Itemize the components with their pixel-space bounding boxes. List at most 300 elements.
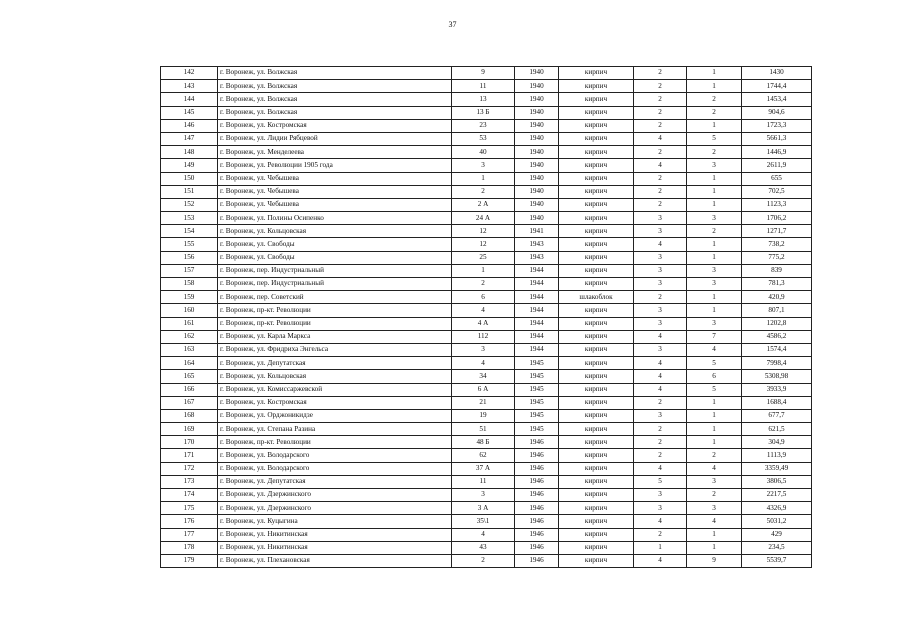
floors-cell: 3 (634, 251, 687, 264)
house-number-cell: 9 (452, 67, 515, 80)
table-row (161, 502, 812, 515)
floors-cell: 3 (634, 225, 687, 238)
house-number-cell: 3 А (452, 502, 515, 515)
house-number-cell: 4 А (452, 317, 515, 330)
floors-cell: 4 (634, 462, 687, 475)
floors-cell: 4 (634, 554, 687, 567)
year-cell: 1945 (515, 396, 559, 409)
entrances-cell: 4 (687, 462, 742, 475)
floors-cell: 5 (634, 475, 687, 488)
floors-cell: 2 (634, 67, 687, 80)
house-number-cell: 21 (452, 396, 515, 409)
entrances-cell: 4 (687, 515, 742, 528)
table-row (161, 212, 812, 225)
floors-cell: 4 (634, 238, 687, 251)
year-cell: 1940 (515, 198, 559, 211)
material-cell: кирпич (559, 449, 634, 462)
table-row (161, 238, 812, 251)
area-cell: 738,2 (742, 238, 812, 251)
address-cell: г. Воронеж, ул. Комиссаржевской (218, 383, 452, 396)
house-number-cell: 2 (452, 554, 515, 567)
area-cell: 1574,4 (742, 343, 812, 356)
house-number-cell: 51 (452, 423, 515, 436)
year-cell: 1940 (515, 106, 559, 119)
entrances-cell: 1 (687, 291, 742, 304)
year-cell: 1941 (515, 225, 559, 238)
floors-cell: 3 (634, 264, 687, 277)
address-cell: г. Воронеж, ул. Степана Разина (218, 423, 452, 436)
floors-cell: 3 (634, 502, 687, 515)
house-number-cell: 37 А (452, 462, 515, 475)
entrances-cell: 1 (687, 238, 742, 251)
address-cell: г. Воронеж, ул. Волжская (218, 106, 452, 119)
table-row (161, 172, 812, 185)
address-cell: г. Воронеж, ул. Чебышева (218, 198, 452, 211)
entrances-cell: 3 (687, 278, 742, 291)
area-cell: 234,5 (742, 541, 812, 554)
material-cell: кирпич (559, 409, 634, 422)
entrances-cell: 1 (687, 185, 742, 198)
table-row (161, 159, 812, 172)
table-row (161, 343, 812, 356)
material-cell: кирпич (559, 462, 634, 475)
house-number-cell: 3 (452, 343, 515, 356)
address-cell: г. Воронеж, ул. Волжская (218, 93, 452, 106)
area-cell: 1113,9 (742, 449, 812, 462)
material-cell: кирпич (559, 119, 634, 132)
row-number-cell: 170 (161, 436, 218, 449)
entrances-cell: 3 (687, 502, 742, 515)
floors-cell: 4 (634, 357, 687, 370)
address-cell: г. Воронеж, пер. Индустриальный (218, 278, 452, 291)
area-cell: 420,9 (742, 291, 812, 304)
year-cell: 1944 (515, 343, 559, 356)
floors-cell: 3 (634, 343, 687, 356)
material-cell: кирпич (559, 357, 634, 370)
year-cell: 1940 (515, 172, 559, 185)
material-cell: кирпич (559, 159, 634, 172)
entrances-cell: 5 (687, 383, 742, 396)
material-cell: кирпич (559, 264, 634, 277)
table-row (161, 554, 812, 567)
house-number-cell: 12 (452, 238, 515, 251)
year-cell: 1944 (515, 278, 559, 291)
entrances-cell: 1 (687, 409, 742, 422)
row-number-cell: 157 (161, 264, 218, 277)
year-cell: 1945 (515, 370, 559, 383)
row-number-cell: 148 (161, 146, 218, 159)
area-cell: 1123,3 (742, 198, 812, 211)
entrances-cell: 1 (687, 198, 742, 211)
material-cell: кирпич (559, 330, 634, 343)
address-cell: г. Воронеж, ул. Кольцовская (218, 225, 452, 238)
material-cell: кирпич (559, 93, 634, 106)
house-number-cell: 35\1 (452, 515, 515, 528)
row-number-cell: 168 (161, 409, 218, 422)
address-cell: г. Воронеж, ул. Лидии Рябцевой (218, 132, 452, 145)
house-number-cell: 25 (452, 251, 515, 264)
house-number-cell: 13 (452, 93, 515, 106)
area-cell: 839 (742, 264, 812, 277)
floors-cell: 3 (634, 409, 687, 422)
year-cell: 1944 (515, 304, 559, 317)
floors-cell: 4 (634, 515, 687, 528)
entrances-cell: 1 (687, 172, 742, 185)
row-number-cell: 164 (161, 357, 218, 370)
material-cell: кирпич (559, 528, 634, 541)
year-cell: 1940 (515, 93, 559, 106)
table-row (161, 67, 812, 80)
year-cell: 1940 (515, 132, 559, 145)
material-cell: кирпич (559, 383, 634, 396)
address-cell: г. Воронеж, пр-кт. Революции (218, 436, 452, 449)
floors-cell: 4 (634, 159, 687, 172)
area-cell: 5539,7 (742, 554, 812, 567)
year-cell: 1940 (515, 67, 559, 80)
area-cell: 3806,5 (742, 475, 812, 488)
area-cell: 5031,2 (742, 515, 812, 528)
area-cell: 702,5 (742, 185, 812, 198)
entrances-cell: 2 (687, 225, 742, 238)
house-number-cell: 3 (452, 489, 515, 502)
year-cell: 1945 (515, 423, 559, 436)
area-cell: 655 (742, 172, 812, 185)
row-number-cell: 151 (161, 185, 218, 198)
address-cell: г. Воронеж, ул. Революции 1905 года (218, 159, 452, 172)
year-cell: 1944 (515, 330, 559, 343)
area-cell: 1430 (742, 67, 812, 80)
row-number-cell: 142 (161, 67, 218, 80)
table-row (161, 304, 812, 317)
address-cell: г. Воронеж, ул. Депутатская (218, 475, 452, 488)
entrances-cell: 2 (687, 93, 742, 106)
table-row (161, 409, 812, 422)
floors-cell: 2 (634, 119, 687, 132)
material-cell: кирпич (559, 423, 634, 436)
row-number-cell: 155 (161, 238, 218, 251)
row-number-cell: 163 (161, 343, 218, 356)
year-cell: 1946 (515, 449, 559, 462)
entrances-cell: 1 (687, 541, 742, 554)
address-cell: г. Воронеж, ул. Полины Осипенко (218, 212, 452, 225)
year-cell: 1945 (515, 357, 559, 370)
address-cell: г. Воронеж, пр-кт. Революции (218, 317, 452, 330)
material-cell: кирпич (559, 396, 634, 409)
address-cell: г. Воронеж, ул. Менделеева (218, 146, 452, 159)
row-number-cell: 171 (161, 449, 218, 462)
address-cell: г. Воронеж, ул. Никитинская (218, 541, 452, 554)
row-number-cell: 176 (161, 515, 218, 528)
entrances-cell: 1 (687, 396, 742, 409)
house-number-cell: 53 (452, 132, 515, 145)
entrances-cell: 9 (687, 554, 742, 567)
row-number-cell: 144 (161, 93, 218, 106)
entrances-cell: 1 (687, 251, 742, 264)
house-number-cell: 1 (452, 264, 515, 277)
row-number-cell: 143 (161, 80, 218, 93)
entrances-cell: 1 (687, 67, 742, 80)
material-cell: кирпич (559, 238, 634, 251)
house-number-cell: 2 (452, 278, 515, 291)
material-cell: кирпич (559, 343, 634, 356)
area-cell: 3933,9 (742, 383, 812, 396)
entrances-cell: 4 (687, 343, 742, 356)
house-number-cell: 43 (452, 541, 515, 554)
area-cell: 807,1 (742, 304, 812, 317)
area-cell: 2217,5 (742, 489, 812, 502)
floors-cell: 2 (634, 198, 687, 211)
house-number-cell: 24 А (452, 212, 515, 225)
row-number-cell: 178 (161, 541, 218, 554)
year-cell: 1946 (515, 554, 559, 567)
house-number-cell: 62 (452, 449, 515, 462)
material-cell: кирпич (559, 198, 634, 211)
address-cell: г. Воронеж, пр-кт. Революции (218, 304, 452, 317)
material-cell: кирпич (559, 212, 634, 225)
house-number-cell: 48 Б (452, 436, 515, 449)
table-row (161, 489, 812, 502)
floors-cell: 4 (634, 132, 687, 145)
material-cell: шлакоблок (559, 291, 634, 304)
year-cell: 1946 (515, 489, 559, 502)
area-cell: 1723,3 (742, 119, 812, 132)
table-row (161, 278, 812, 291)
floors-cell: 2 (634, 146, 687, 159)
address-cell: г. Воронеж, ул. Волжская (218, 80, 452, 93)
area-cell: 1271,7 (742, 225, 812, 238)
floors-cell: 2 (634, 396, 687, 409)
address-cell: г. Воронеж, ул. Костромская (218, 396, 452, 409)
entrances-cell: 1 (687, 423, 742, 436)
material-cell: кирпич (559, 489, 634, 502)
material-cell: кирпич (559, 172, 634, 185)
address-cell: г. Воронеж, ул. Карла Маркса (218, 330, 452, 343)
address-cell: г. Воронеж, ул. Володарского (218, 449, 452, 462)
area-cell: 1688,4 (742, 396, 812, 409)
material-cell: кирпич (559, 304, 634, 317)
area-cell: 1202,8 (742, 317, 812, 330)
material-cell: кирпич (559, 317, 634, 330)
table-row (161, 93, 812, 106)
table-row (161, 357, 812, 370)
house-number-cell: 2 А (452, 198, 515, 211)
table-row (161, 449, 812, 462)
table-row (161, 317, 812, 330)
entrances-cell: 3 (687, 264, 742, 277)
material-cell: кирпич (559, 225, 634, 238)
material-cell: кирпич (559, 251, 634, 264)
floors-cell: 2 (634, 106, 687, 119)
floors-cell: 2 (634, 80, 687, 93)
table-row (161, 225, 812, 238)
year-cell: 1946 (515, 502, 559, 515)
row-number-cell: 175 (161, 502, 218, 515)
entrances-cell: 2 (687, 449, 742, 462)
floors-cell: 2 (634, 528, 687, 541)
address-cell: г. Воронеж, ул. Дзержинского (218, 489, 452, 502)
entrances-cell: 1 (687, 304, 742, 317)
table-row (161, 185, 812, 198)
house-number-cell: 13 Б (452, 106, 515, 119)
table-row (161, 462, 812, 475)
year-cell: 1945 (515, 409, 559, 422)
address-cell: г. Воронеж, ул. Чебышева (218, 185, 452, 198)
floors-cell: 2 (634, 172, 687, 185)
table-row (161, 330, 812, 343)
entrances-cell: 1 (687, 528, 742, 541)
row-number-cell: 146 (161, 119, 218, 132)
entrances-cell: 6 (687, 370, 742, 383)
entrances-cell: 3 (687, 212, 742, 225)
area-cell: 1446,9 (742, 146, 812, 159)
row-number-cell: 160 (161, 304, 218, 317)
house-number-cell: 11 (452, 80, 515, 93)
material-cell: кирпич (559, 106, 634, 119)
table-row (161, 251, 812, 264)
row-number-cell: 159 (161, 291, 218, 304)
address-cell: г. Воронеж, пер. Советский (218, 291, 452, 304)
row-number-cell: 147 (161, 132, 218, 145)
year-cell: 1940 (515, 119, 559, 132)
area-cell: 621,5 (742, 423, 812, 436)
year-cell: 1945 (515, 383, 559, 396)
housing-stock-table (160, 66, 812, 568)
floors-cell: 4 (634, 383, 687, 396)
table-row (161, 146, 812, 159)
floors-cell: 2 (634, 291, 687, 304)
table-body (161, 67, 812, 568)
year-cell: 1944 (515, 264, 559, 277)
table-row (161, 370, 812, 383)
area-cell: 4586,2 (742, 330, 812, 343)
house-number-cell: 19 (452, 409, 515, 422)
address-cell: г. Воронеж, ул. Кольцовская (218, 370, 452, 383)
address-cell: г. Воронеж, ул. Дзержинского (218, 502, 452, 515)
table-row (161, 132, 812, 145)
entrances-cell: 1 (687, 80, 742, 93)
table-row (161, 383, 812, 396)
entrances-cell: 2 (687, 146, 742, 159)
house-number-cell: 40 (452, 146, 515, 159)
house-number-cell: 6 А (452, 383, 515, 396)
floors-cell: 2 (634, 93, 687, 106)
entrances-cell: 5 (687, 132, 742, 145)
area-cell: 3359,49 (742, 462, 812, 475)
row-number-cell: 166 (161, 383, 218, 396)
row-number-cell: 173 (161, 475, 218, 488)
material-cell: кирпич (559, 132, 634, 145)
year-cell: 1940 (515, 159, 559, 172)
year-cell: 1946 (515, 436, 559, 449)
floors-cell: 3 (634, 212, 687, 225)
year-cell: 1943 (515, 238, 559, 251)
material-cell: кирпич (559, 146, 634, 159)
row-number-cell: 169 (161, 423, 218, 436)
floors-cell: 3 (634, 304, 687, 317)
area-cell: 904,6 (742, 106, 812, 119)
year-cell: 1940 (515, 185, 559, 198)
row-number-cell: 153 (161, 212, 218, 225)
area-cell: 775,2 (742, 251, 812, 264)
area-cell: 2611,9 (742, 159, 812, 172)
table-row (161, 423, 812, 436)
entrances-cell: 2 (687, 106, 742, 119)
material-cell: кирпич (559, 475, 634, 488)
house-number-cell: 4 (452, 357, 515, 370)
year-cell: 1944 (515, 317, 559, 330)
year-cell: 1946 (515, 475, 559, 488)
table-row (161, 396, 812, 409)
row-number-cell: 177 (161, 528, 218, 541)
year-cell: 1943 (515, 251, 559, 264)
material-cell: кирпич (559, 185, 634, 198)
address-cell: г. Воронеж, ул. Костромская (218, 119, 452, 132)
house-number-cell: 4 (452, 528, 515, 541)
row-number-cell: 154 (161, 225, 218, 238)
address-cell: г. Воронеж, ул. Чебышева (218, 172, 452, 185)
row-number-cell: 167 (161, 396, 218, 409)
table-row (161, 119, 812, 132)
entrances-cell: 1 (687, 119, 742, 132)
material-cell: кирпич (559, 80, 634, 93)
floors-cell: 2 (634, 436, 687, 449)
floors-cell: 1 (634, 541, 687, 554)
material-cell: кирпич (559, 278, 634, 291)
table-row (161, 106, 812, 119)
area-cell: 429 (742, 528, 812, 541)
year-cell: 1940 (515, 212, 559, 225)
house-number-cell: 1 (452, 172, 515, 185)
address-cell: г. Воронеж, ул. Волжская (218, 67, 452, 80)
floors-cell: 2 (634, 449, 687, 462)
entrances-cell: 3 (687, 317, 742, 330)
area-cell: 4326,9 (742, 502, 812, 515)
table-row (161, 80, 812, 93)
area-cell: 304,9 (742, 436, 812, 449)
house-number-cell: 112 (452, 330, 515, 343)
entrances-cell: 5 (687, 357, 742, 370)
page-number: 37 (448, 20, 457, 29)
year-cell: 1946 (515, 541, 559, 554)
area-cell: 7998,4 (742, 357, 812, 370)
row-number-cell: 161 (161, 317, 218, 330)
house-number-cell: 23 (452, 119, 515, 132)
table-row (161, 528, 812, 541)
area-cell: 1453,4 (742, 93, 812, 106)
area-cell: 677,7 (742, 409, 812, 422)
area-cell: 5661,3 (742, 132, 812, 145)
material-cell: кирпич (559, 370, 634, 383)
year-cell: 1946 (515, 462, 559, 475)
entrances-cell: 3 (687, 159, 742, 172)
entrances-cell: 7 (687, 330, 742, 343)
row-number-cell: 156 (161, 251, 218, 264)
house-number-cell: 6 (452, 291, 515, 304)
house-number-cell: 34 (452, 370, 515, 383)
floors-cell: 3 (634, 317, 687, 330)
address-cell: г. Воронеж, ул. Орджоникидзе (218, 409, 452, 422)
row-number-cell: 162 (161, 330, 218, 343)
address-cell: г. Воронеж, ул. Свободы (218, 251, 452, 264)
material-cell: кирпич (559, 541, 634, 554)
material-cell: кирпич (559, 67, 634, 80)
table-row (161, 541, 812, 554)
floors-cell: 4 (634, 370, 687, 383)
address-cell: г. Воронеж, ул. Депутатская (218, 357, 452, 370)
house-number-cell: 3 (452, 159, 515, 172)
material-cell: кирпич (559, 502, 634, 515)
address-cell: г. Воронеж, ул. Володарского (218, 462, 452, 475)
